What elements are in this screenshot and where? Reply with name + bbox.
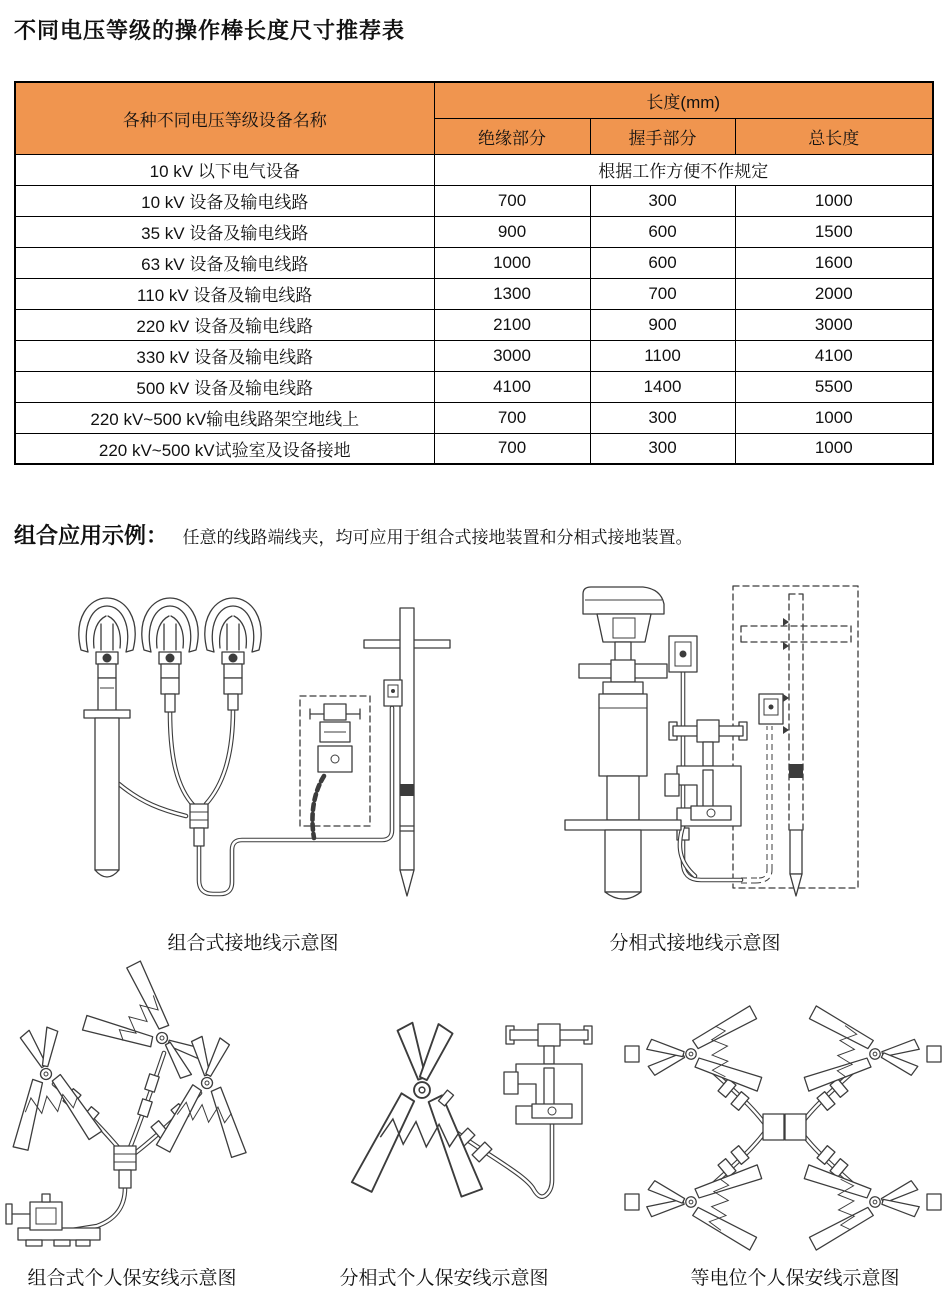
cell-grip: 300 [590, 433, 735, 464]
table-row [15, 402, 933, 433]
row-note: 根据工作方便不作规定 [434, 154, 933, 185]
cell-grip: 300 [590, 402, 735, 433]
cell-total: 1000 [735, 433, 933, 464]
cell-grip: 600 [590, 247, 735, 278]
table-row [15, 278, 933, 309]
row-label: 63 kV 设备及输电线路 [15, 247, 434, 278]
cell-total: 4100 [735, 340, 933, 371]
table-row [15, 371, 933, 402]
row-label: 500 kV 设备及输电线路 [15, 371, 434, 402]
row-label: 220 kV~500 kV输电线路架空地线上 [15, 402, 434, 433]
section-description: 任意的线路端线夹，均可应用于组合式接地装置和分相式接地装置。 [182, 528, 693, 547]
cell-grip: 300 [590, 185, 735, 216]
cell-total: 1000 [735, 402, 933, 433]
voltage-length-table [14, 81, 934, 465]
cell-insulation: 700 [434, 433, 590, 464]
row-label: 110 kV 设备及输电线路 [15, 278, 434, 309]
table-row [15, 433, 933, 464]
row-label: 35 kV 设备及输电线路 [15, 216, 434, 247]
phase-personal-diagram [330, 1002, 615, 1252]
cell-insulation: 2100 [434, 309, 590, 340]
cell-insulation: 3000 [434, 340, 590, 371]
cell-insulation: 900 [434, 216, 590, 247]
table-row [15, 154, 933, 185]
row-label: 10 kV 以下电气设备 [15, 154, 434, 185]
cell-total: 3000 [735, 309, 933, 340]
combined-ground-diagram [62, 588, 452, 923]
cell-insulation: 1000 [434, 247, 590, 278]
table-row [15, 247, 933, 278]
caption-phase-personal: 分相式个人保安线示意图 [339, 1268, 549, 1289]
col-header-total: 总长度 [735, 118, 933, 154]
cell-grip: 1100 [590, 340, 735, 371]
caption-phase-ground: 分相式接地线示意图 [609, 933, 781, 954]
cell-total: 1600 [735, 247, 933, 278]
row-label: 220 kV~500 kV试验室及设备接地 [15, 433, 434, 464]
col-header-insulation: 绝缘部分 [434, 118, 590, 154]
cell-grip: 700 [590, 278, 735, 309]
table-row [15, 309, 933, 340]
cell-total: 1500 [735, 216, 933, 247]
cell-insulation: 1300 [434, 278, 590, 309]
cell-grip: 1400 [590, 371, 735, 402]
cell-total: 1000 [735, 185, 933, 216]
cell-total: 5500 [735, 371, 933, 402]
section-heading: 组合应用示例： [14, 523, 169, 548]
cell-insulation: 4100 [434, 371, 590, 402]
col-header-length-group: 长度(mm) [434, 82, 933, 118]
cell-grip: 900 [590, 309, 735, 340]
row-label: 10 kV 设备及输电线路 [15, 185, 434, 216]
combined-personal-diagram [2, 998, 322, 1253]
equipotential-personal-diagram [623, 1002, 943, 1257]
table-row [15, 216, 933, 247]
cell-insulation: 700 [434, 402, 590, 433]
row-label: 220 kV 设备及输电线路 [15, 309, 434, 340]
phase-ground-diagram [545, 578, 930, 928]
cell-insulation: 700 [434, 185, 590, 216]
cell-grip: 600 [590, 216, 735, 247]
page-title: 不同电压等级的操作棒长度尺寸推荐表 [14, 18, 406, 43]
table-row [15, 340, 933, 371]
table-row [15, 185, 933, 216]
col-header-grip: 握手部分 [590, 118, 735, 154]
caption-combined-ground: 组合式接地线示意图 [167, 933, 339, 954]
col-header-device: 各种不同电压等级设备名称 [15, 82, 434, 154]
section-line [14, 519, 692, 550]
cell-total: 2000 [735, 278, 933, 309]
caption-equipotential-personal: 等电位个人保安线示意图 [690, 1268, 900, 1289]
row-label: 330 kV 设备及输电线路 [15, 340, 434, 371]
caption-combined-personal: 组合式个人保安线示意图 [27, 1268, 237, 1289]
